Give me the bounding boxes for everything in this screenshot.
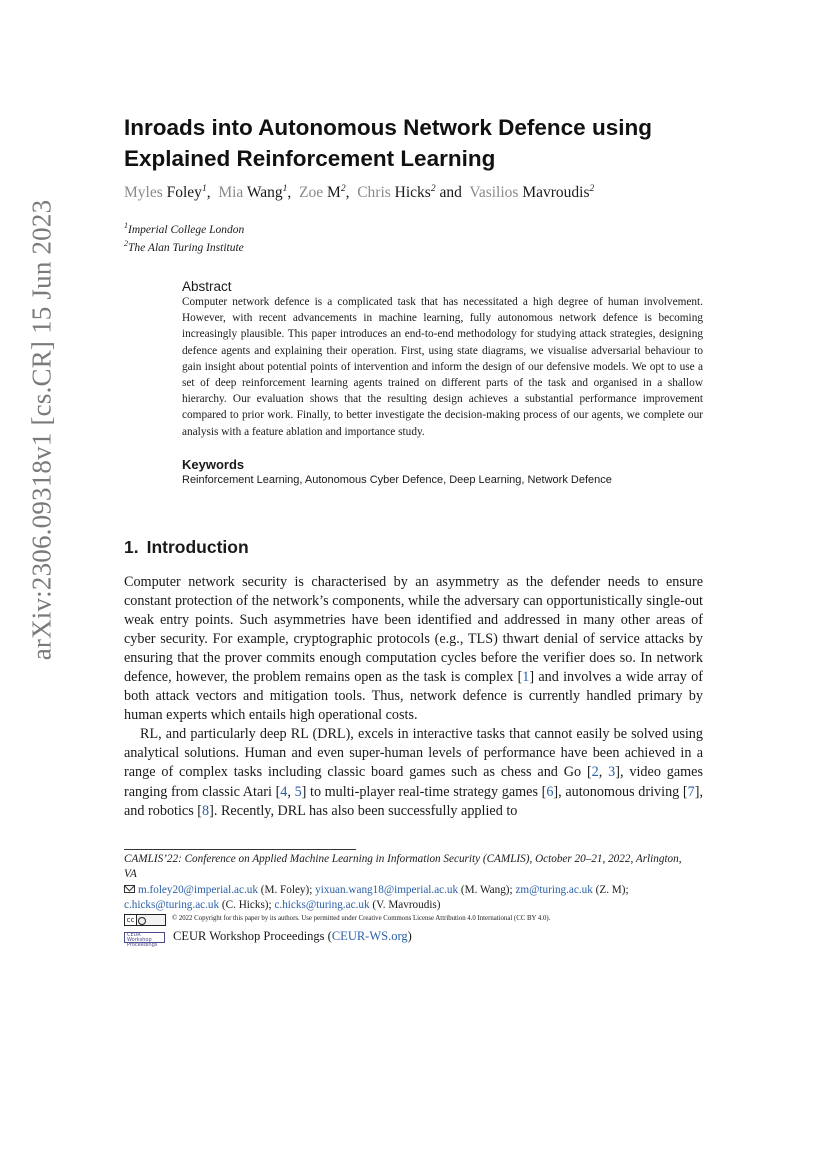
citation-link[interactable]: 1 (522, 669, 530, 686)
author-1: Myles Foley$^1$ (124, 184, 207, 202)
affiliation-1: $^1$Imperial College London (124, 221, 245, 236)
ceur-proceedings: CEUR Workshop Proceedings (CEUR-WS.org) (173, 929, 412, 943)
abstract-text: Computer network defence is a complicated task that has necessitated a high degree of human involvement. However, with recent advancements in machine learning, fully autonomous network defence is becoming increasingly plausible. This paper introduces an end-to-end methodology for studying attack strategies, designing defence agents and explaining their operation. First, using state diagrams, we visualise adversarial behaviour to gain insight about potential points of intervention and inform the design of our defensive models. We opt to use a set of deep reinforcement learning agents trained on different parts of the task and organised in a shallow hierarchy. Our evaluation shows that the resulting design achieves a substantial performance improvement compared to prior work. Finally, to better investigate the decision-making process of our agents, we complete our analysis with a feature ablation and importance study. (182, 296, 703, 438)
title-line-2: Explained Reinforcement Learning (124, 146, 496, 171)
author-3: Zoe $M^2$ (299, 184, 346, 202)
intro-paragraph-2: RL, and particularly deep RL (DRL), excels in interactive tasks that cannot easily be solved using analytical solutions. Human and even super-human levels of performance have been achieved in a range of complex tasks including classic board games such as chess and Go [2, 3], video games ranging from classic Atari [4, 5] to multi-player real-time strategy games [6], autonomous driving [7], and robotics [8]. Recently, DRL has also been successfully applied to (124, 726, 704, 819)
author-and: and (439, 184, 462, 202)
ceur-logo-icon: CEUR Workshop Proceedings (124, 932, 165, 943)
envelope-icon (124, 885, 135, 893)
abstract-heading: Abstract (182, 279, 232, 294)
keywords-text: Reinforcement Learning, Autonomous Cyber Defence, Deep Learning, Network Defence (182, 474, 612, 486)
section-title: Introduction (146, 537, 249, 557)
title-line-1: Inroads into Autonomous Network Defence using (124, 115, 652, 140)
citation-link[interactable]: 6 (546, 783, 554, 800)
author-5: Vasilios Mavroudis$^2$ (469, 184, 595, 202)
ceur-ws-link[interactable]: CEUR-WS.org (331, 929, 408, 943)
intro-paragraph-1: Computer network security is characterised by an asymmetry as the defender needs to ensure constant protection of the network’s components, while the adversary can opportunistically single-out weak entry points. Such asymmetries have been identified and addressed in many other areas of cyber security. For example, cryptographic protocols (e.g., TLS) thwart denial of service attacks by ensuring that the prover commits enough computation cycles before the verifier does so. In network defence, however, the problem remains open as the task is complex [1] and involves a wide array of both attack vectors and mitigation tools. Thus, network defence is currently handled primary by human experts which entails high operational costs. (124, 574, 703, 724)
email-link[interactable]: yixuan.wang18@imperial.ac.uk (315, 884, 459, 896)
email-link[interactable]: c.hicks@turing.ac.uk (124, 899, 220, 911)
section-number: 1. (124, 537, 139, 557)
email-link[interactable]: c.hicks@turing.ac.uk (274, 899, 370, 911)
intro-body (124, 573, 703, 821)
author-2: Mia Wang$^1$ (218, 184, 288, 202)
citation-link[interactable]: 8 (202, 802, 210, 819)
email-link[interactable]: zm@turing.ac.uk (515, 884, 593, 896)
arxiv-id-text: arXiv:2306.09318v1 [cs.CR] 15 Jun 2023 (26, 199, 57, 661)
citation-link[interactable]: 4 (280, 783, 288, 800)
footnote-emails: m.foley20@imperial.ac.uk (M. Foley); yixuan.wang18@imperial.ac.uk (M. Wang); zm@turing.ac.uk (Z. M); c.hicks@turing.ac.uk (C. Hicks); c.hicks@turing.ac.uk (V. Mavroudis) (124, 884, 629, 911)
copyright-notice: © 2022 Copyright for this paper by its authors. Use permitted under Creative Commons License Attribution 4.0 International (CC BY 4.0). (172, 915, 551, 922)
affiliation-2: $^2$The Alan Turing Institute (124, 239, 244, 254)
cc-license-badge-icon: cc (124, 914, 166, 926)
arxiv-identifier-sidebar (2, 199, 82, 661)
citation-link[interactable]: 2 (591, 764, 599, 781)
email-link[interactable]: m.foley20@imperial.ac.uk (138, 884, 258, 896)
keywords-heading: Keywords (182, 457, 245, 472)
citation-link[interactable]: 5 (294, 783, 302, 800)
citation-link[interactable]: 7 (687, 783, 695, 800)
paper-title (124, 112, 724, 174)
footnote-conference: CAMLIS’22: Conference on Applied Machine Learning in Information Security (CAMLIS), October 20–21, 2022, Arlington, VA (124, 853, 682, 880)
footnote-rule (124, 849, 356, 850)
author-4: Chris Hicks$^2$ (357, 184, 436, 202)
section-heading-introduction (124, 537, 249, 558)
author-list: Myles Foley$^1$, Mia Wang$^1$, Zoe $M^2$, Chris Hicks$^2$ and Vasilios Mavroudis$^2$ (124, 184, 595, 202)
citation-link[interactable]: 3 (608, 764, 616, 781)
